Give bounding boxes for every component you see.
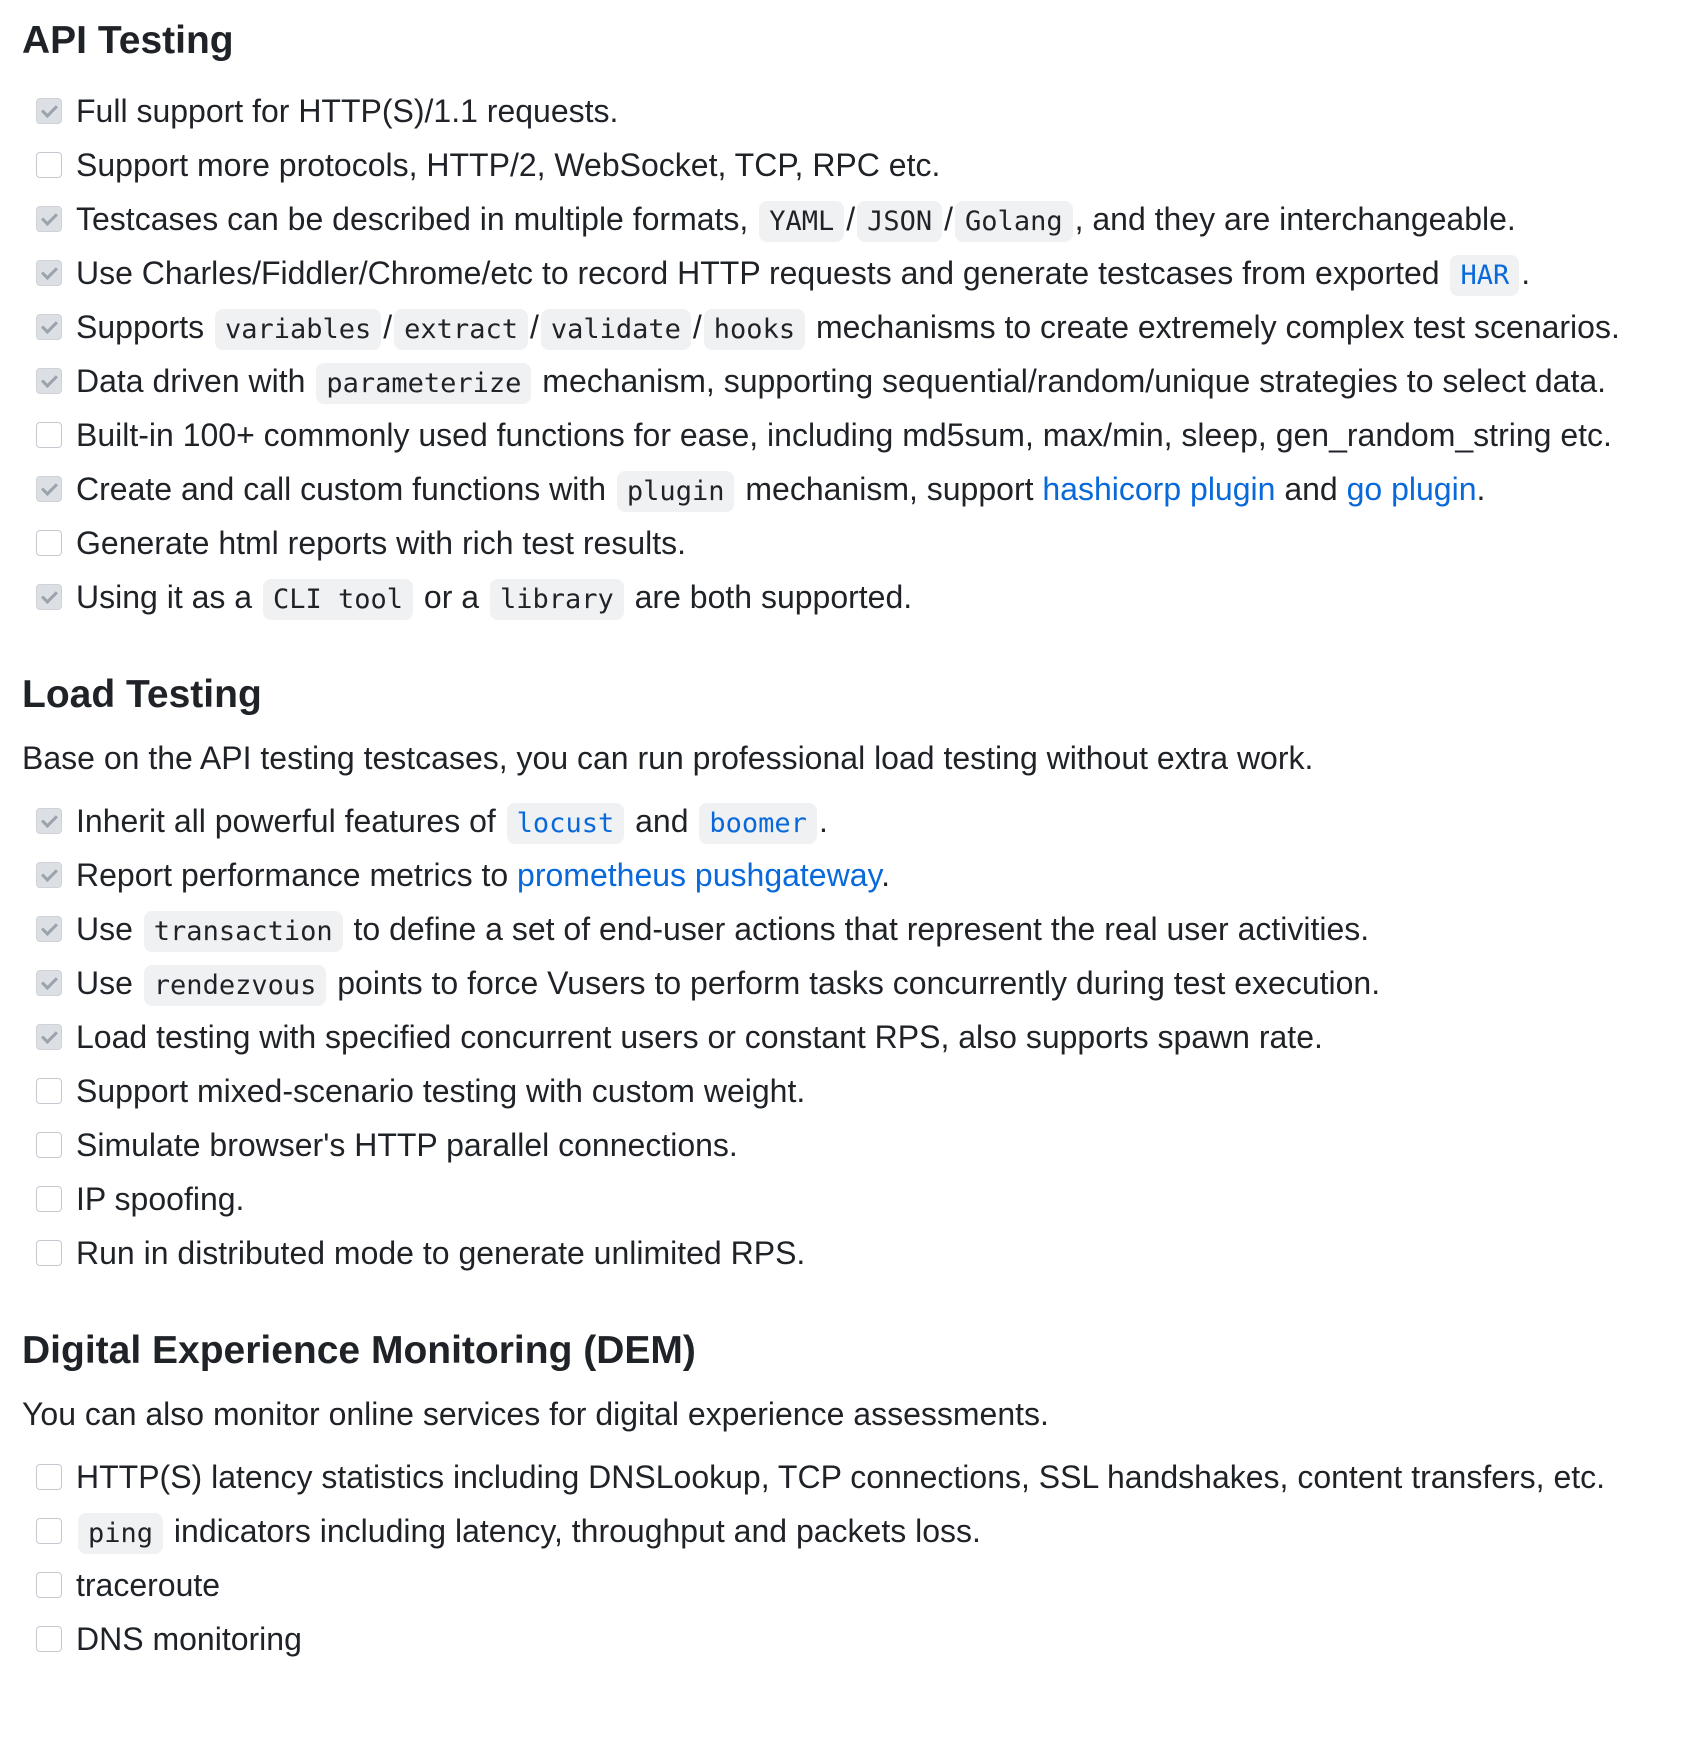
task-text-segment: or a	[415, 578, 488, 615]
task-list-item	[22, 408, 1640, 462]
inline-code: hooks	[704, 309, 805, 350]
task-text-segment: .	[818, 802, 828, 839]
task-list-item	[22, 570, 1640, 624]
unchecked-checkbox[interactable]	[36, 1078, 62, 1104]
task-text-segment: Supports	[76, 308, 213, 345]
task-text-segment: Built-in 100+ commonly used functions for ease, including md5sum, max/min, sleep, gen_random_string etc.	[76, 416, 1612, 453]
inline-code: validate	[541, 309, 691, 350]
task-text	[76, 911, 1369, 948]
unchecked-checkbox[interactable]	[36, 422, 62, 448]
task-text-segment: mechanism, supporting sequential/random/unique strategies to select data.	[533, 362, 1607, 399]
checked-checkbox[interactable]	[36, 98, 62, 124]
task-text	[76, 309, 1620, 346]
task-text-segment: Data driven with	[76, 362, 315, 399]
task-list-item	[22, 1450, 1640, 1504]
dem-task-list	[22, 1450, 1640, 1666]
task-text-segment: Testcases can be described in multiple formats,	[76, 200, 758, 237]
task-text-segment: .	[881, 856, 891, 893]
checked-checkbox[interactable]	[36, 368, 62, 394]
checked-checkbox[interactable]	[36, 970, 62, 996]
unchecked-checkbox[interactable]	[36, 1464, 62, 1490]
task-text	[76, 1513, 981, 1550]
task-text-segment: Create and call custom functions with	[76, 470, 615, 507]
load-testing-description: Base on the API testing testcases, you can run professional load testing without extra work.	[22, 740, 1314, 776]
task-list-item	[22, 1010, 1640, 1064]
task-text-segment: Inherit all powerful features of	[76, 802, 505, 839]
task-text-segment: /	[383, 308, 393, 345]
task-text-segment: mechanisms to create extremely complex test scenarios.	[807, 308, 1620, 345]
inline-code-link[interactable]: HAR	[1450, 255, 1519, 296]
dem-heading: Digital Experience Monitoring (DEM)	[22, 1328, 696, 1372]
unchecked-checkbox[interactable]	[36, 152, 62, 178]
unchecked-checkbox[interactable]	[36, 530, 62, 556]
task-text-segment: /	[529, 308, 539, 345]
task-list-item	[22, 1504, 1640, 1558]
inline-code: Golang	[955, 201, 1073, 242]
task-text	[76, 1073, 805, 1110]
checked-checkbox[interactable]	[36, 476, 62, 502]
checked-checkbox[interactable]	[36, 584, 62, 610]
task-list-item	[22, 1558, 1640, 1612]
api-testing-task-list	[22, 84, 1640, 624]
checked-checkbox[interactable]	[36, 260, 62, 286]
inline-code: CLI tool	[263, 579, 413, 620]
task-text-segment: IP spoofing.	[76, 1180, 245, 1217]
unchecked-checkbox[interactable]	[36, 1132, 62, 1158]
inline-code: rendezvous	[144, 965, 327, 1006]
task-list-item	[22, 84, 1640, 138]
task-text	[76, 1621, 302, 1658]
task-text-segment: mechanism, support	[736, 470, 1043, 507]
unchecked-checkbox[interactable]	[36, 1240, 62, 1266]
checked-checkbox[interactable]	[36, 808, 62, 834]
load-testing-heading: Load Testing	[22, 672, 262, 716]
task-text	[76, 1459, 1605, 1496]
task-text-segment: /	[846, 200, 856, 237]
task-list-item	[22, 1226, 1640, 1280]
inline-code-link[interactable]: boomer	[699, 803, 817, 844]
task-text-segment: are both supported.	[625, 578, 913, 615]
task-list-item	[22, 246, 1640, 300]
task-list-item	[22, 192, 1640, 246]
task-list-item	[22, 300, 1640, 354]
task-text-segment: Use	[76, 964, 142, 1001]
task-text	[76, 1181, 244, 1218]
task-list-item	[22, 1064, 1640, 1118]
unchecked-checkbox[interactable]	[36, 1572, 62, 1598]
task-text-segment: Full support for HTTP(S)/1.1 requests.	[76, 92, 619, 129]
task-text-segment: Simulate browser's HTTP parallel connections.	[76, 1126, 738, 1163]
task-list-item	[22, 1612, 1640, 1666]
task-text	[76, 965, 1380, 1002]
dem-section-header	[22, 1308, 1640, 1394]
task-text-segment: to define a set of end-user actions that represent the real user activities.	[344, 910, 1370, 947]
unchecked-checkbox[interactable]	[36, 1186, 62, 1212]
task-text-segment: Support mixed-scenario testing with custom weight.	[76, 1072, 806, 1109]
task-text	[76, 857, 890, 894]
checked-checkbox[interactable]	[36, 206, 62, 232]
api-testing-heading: API Testing	[22, 18, 234, 62]
task-list-item	[22, 956, 1640, 1010]
task-text-segment: Use	[76, 910, 142, 947]
load-testing-task-list	[22, 794, 1640, 1280]
task-text-segment: DNS monitoring	[76, 1620, 302, 1657]
task-text-segment: HTTP(S) latency statistics including DNSLookup, TCP connections, SSL handshakes, content transfers, etc.	[76, 1458, 1606, 1495]
checked-checkbox[interactable]	[36, 916, 62, 942]
task-text	[76, 1567, 220, 1604]
task-text	[76, 147, 940, 184]
inline-code: ping	[78, 1513, 163, 1554]
task-text	[76, 471, 1485, 508]
text-link[interactable]: go plugin	[1346, 470, 1477, 507]
task-text-segment: indicators including latency, throughput and packets loss.	[165, 1512, 981, 1549]
inline-code-link[interactable]: locust	[507, 803, 625, 844]
inline-code: parameterize	[316, 363, 531, 404]
task-text	[76, 1019, 1323, 1056]
task-text-segment: .	[1521, 254, 1531, 291]
inline-code: library	[490, 579, 624, 620]
inline-code: JSON	[857, 201, 942, 242]
task-list-item	[22, 1118, 1640, 1172]
task-list-item	[22, 1172, 1640, 1226]
task-text	[76, 255, 1530, 292]
task-text	[76, 93, 618, 130]
unchecked-checkbox[interactable]	[36, 1518, 62, 1544]
checked-checkbox[interactable]	[36, 862, 62, 888]
task-list-item	[22, 462, 1640, 516]
task-text	[76, 803, 828, 840]
task-text-segment: /	[692, 308, 702, 345]
task-text-segment: Load testing with specified concurrent users or constant RPS, also supports spawn rate.	[76, 1018, 1323, 1055]
task-list-item	[22, 516, 1640, 570]
task-text-segment: Report performance metrics to	[76, 856, 518, 893]
inline-code: variables	[215, 309, 381, 350]
task-text-segment: /	[944, 200, 954, 237]
inline-code: plugin	[617, 471, 735, 512]
task-text-segment: Generate html reports with rich test results.	[76, 524, 686, 561]
task-text-segment: and	[626, 802, 698, 839]
task-text-segment: traceroute	[76, 1566, 221, 1603]
text-link[interactable]: hashicorp plugin	[1042, 470, 1276, 507]
task-text	[76, 579, 912, 616]
task-text	[76, 201, 1516, 238]
unchecked-checkbox[interactable]	[36, 1626, 62, 1652]
task-list-item	[22, 848, 1640, 902]
task-text-segment: and	[1275, 470, 1347, 507]
task-text	[76, 363, 1606, 400]
task-list-item	[22, 794, 1640, 848]
task-text-segment: Run in distributed mode to generate unlimited RPS.	[76, 1234, 806, 1271]
task-text-segment: Support more protocols, HTTP/2, WebSocket, TCP, RPC etc.	[76, 146, 941, 183]
inline-code: transaction	[144, 911, 343, 952]
inline-code: extract	[394, 309, 528, 350]
text-link[interactable]: prometheus pushgateway	[517, 856, 882, 893]
task-text	[76, 525, 686, 562]
task-text-segment: Using it as a	[76, 578, 261, 615]
task-text	[76, 1235, 805, 1272]
task-text-segment: , and they are interchangeable.	[1074, 200, 1516, 237]
checked-checkbox[interactable]	[36, 1024, 62, 1050]
dem-description: You can also monitor online services for digital experience assessments.	[22, 1396, 1049, 1432]
inline-code: YAML	[759, 201, 844, 242]
task-text-segment: .	[1476, 470, 1486, 507]
task-list-item	[22, 354, 1640, 408]
api-testing-section-header	[22, 0, 1640, 84]
task-list-item	[22, 138, 1640, 192]
task-text-segment: points to force Vusers to perform tasks concurrently during test execution.	[328, 964, 1381, 1001]
task-list-item	[22, 902, 1640, 956]
task-text	[76, 417, 1612, 454]
load-testing-section-header	[22, 652, 1640, 738]
task-text-segment: Use Charles/Fiddler/Chrome/etc to record HTTP requests and generate testcases from exported	[76, 254, 1449, 291]
checked-checkbox[interactable]	[36, 314, 62, 340]
task-text	[76, 1127, 738, 1164]
